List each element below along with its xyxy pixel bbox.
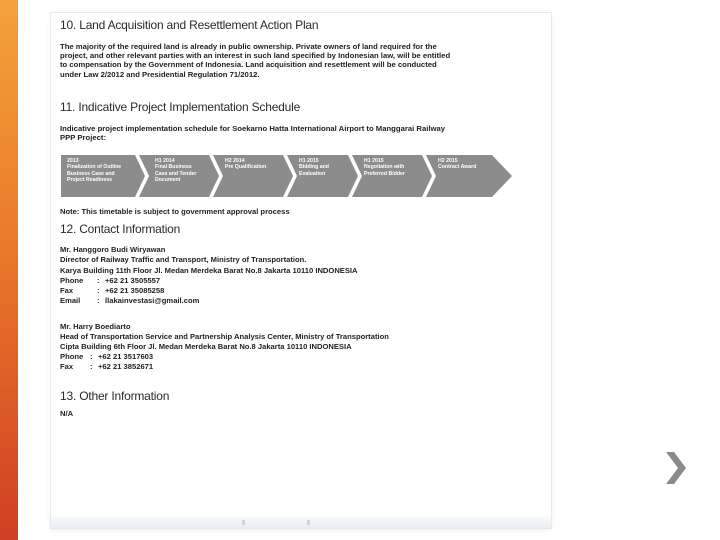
footer-mark	[242, 520, 245, 525]
contact1-phone: +62 21 3505557	[105, 276, 161, 285]
next-slide-button[interactable]	[664, 450, 688, 486]
schedule-timeline	[61, 155, 512, 197]
contact1-name: Mr. Hanggoro Budi Wiryawan	[60, 245, 166, 254]
timeline-label-6: H2 2015 Contract Award	[438, 158, 477, 171]
contact1-fax: +62 21 35085258	[105, 286, 165, 295]
contact2-name: Mr. Harry Boediarto	[60, 322, 131, 331]
contact1-role: Director of Railway Traffic and Transport, Ministry of Transportation.	[60, 255, 307, 264]
section-title-schedule: 11. Indicative Project Implementation Schedule	[60, 100, 301, 114]
contact2-address: Cipta Building 6th Floor Jl. Medan Merdeka Barat No.8 Jakarta 10110 INDONESIA	[60, 342, 352, 351]
section-title-contact: 12. Contact Information	[60, 222, 181, 236]
schedule-note: Note: This timetable is subject to government approval process	[60, 207, 290, 216]
accent-side-bar	[0, 0, 18, 540]
land-line: project, and other relevant parties with an interest in such land specified by Indonesian law, will be entitled	[60, 51, 451, 61]
contact2-fax: +62 21 3852671	[98, 362, 154, 371]
timeline-label-2: H1 2014 Final Business Case and Tender Document	[155, 158, 197, 184]
timeline-label-3: H2 2014 Pre Qualification	[225, 158, 267, 171]
section-title-land-acquisition: 10. Land Acquisition and Resettlement Action Plan	[60, 18, 319, 32]
land-acquisition-paragraph	[60, 42, 515, 79]
page-footer-strip	[51, 516, 551, 528]
land-line: to compensation by the Government of Indonesia. Land acquisition and resettlement will be conducted	[60, 60, 437, 70]
other-info-text: N/A	[60, 409, 74, 418]
timeline-label-1: 2013 Finalization of Outline Business Case and Project Readiness	[67, 158, 122, 184]
land-line: The majority of the required land is already in public ownership. Private owners of land required for the	[60, 42, 437, 51]
timeline-label-4: H1 2015 Bidding and Evaluation	[299, 158, 329, 177]
land-line: under Law 2/2012 and Presidential Regulation 71/2012.	[60, 69, 260, 79]
contact1-address: Karya Building 11th Floor Jl. Medan Merdeka Barat No.8 Jakarta 10110 INDONESIA	[60, 266, 358, 275]
section-title-other: 13. Other Information	[60, 389, 170, 403]
footer-mark	[307, 520, 310, 525]
contact2-fax-row: Fax : +62 21 3852671	[60, 362, 154, 371]
schedule-intro	[60, 124, 515, 142]
schedule-intro-line: Indicative project implementation schedule for Soekarno Hatta International Airport to Manggarai Railway	[60, 124, 446, 133]
contact2-role: Head of Transportation Service and Partnership Analysis Center, Ministry of Transportation	[60, 332, 389, 341]
contact1-email[interactable]: llakainvestasi@gmail.com	[105, 296, 200, 305]
document-page	[51, 13, 551, 528]
contact1-email-row: Email : llakainvestasi@gmail.com	[60, 296, 200, 305]
contact2-phone: +62 21 3517603	[98, 352, 154, 361]
schedule-intro-line: PPP Project:	[60, 133, 107, 143]
contact2-phone-row: Phone : +62 21 3517603	[60, 352, 154, 361]
timeline-label-5: H1 2015 Negotiation with Preferred Bidder	[364, 158, 405, 177]
contact1-fax-row: Fax : +62 21 35085258	[60, 286, 165, 295]
chevron-right-icon	[664, 450, 688, 486]
contact1-phone-row: Phone : +62 21 3505557	[60, 276, 161, 285]
